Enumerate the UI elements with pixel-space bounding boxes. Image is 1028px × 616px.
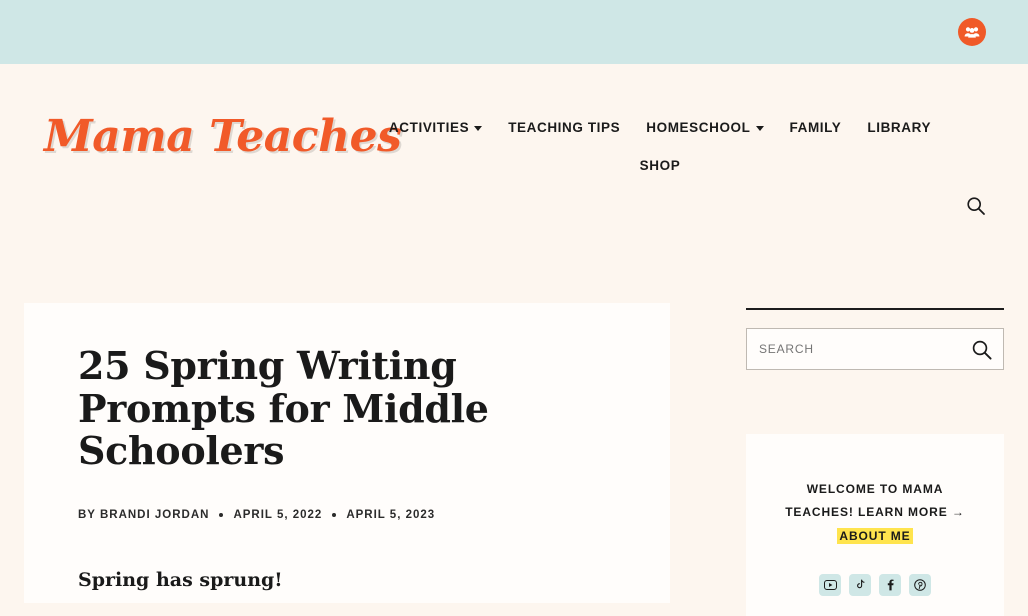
meta-separator-dot xyxy=(219,513,223,517)
site-logo[interactable]: Mama Teaches xyxy=(44,111,402,162)
page-title: 25 Spring Writing Prompts for Middle Schoolers xyxy=(78,343,489,474)
nav-row-secondary xyxy=(360,146,960,184)
article-meta xyxy=(78,509,616,521)
about-line-1: WELCOME TO MAMA xyxy=(806,482,944,496)
nav-item-label: HOMESCHOOL xyxy=(646,119,751,135)
nav-item-shop[interactable] xyxy=(640,158,681,173)
chevron-down-icon xyxy=(474,126,482,131)
about-line-2: TEACHES! LEARN MORE xyxy=(785,505,948,520)
site-header xyxy=(0,64,1028,287)
sidebar xyxy=(746,308,1004,616)
nav-item-label: LIBRARY xyxy=(867,119,932,135)
nav-item-homeschool[interactable] xyxy=(646,120,763,135)
people-group-icon[interactable] xyxy=(958,18,986,46)
search-input[interactable] xyxy=(759,342,959,356)
nav-item-label: TEACHING TIPS xyxy=(508,119,621,135)
nav-item-label: FAMILY xyxy=(789,119,842,135)
article-published-date: APRIL 5, 2022 xyxy=(233,508,323,521)
article-body-first-line: Spring has sprung! xyxy=(78,568,283,591)
nav-item-teaching-tips[interactable] xyxy=(508,120,620,135)
about-text xyxy=(764,478,986,548)
facebook-icon[interactable] xyxy=(879,574,901,596)
article-byline: BY BRANDI JORDAN xyxy=(78,508,210,521)
sidebar-divider xyxy=(746,308,1004,310)
announcement-bar xyxy=(0,0,1028,64)
article-card xyxy=(24,303,670,603)
main-navigation xyxy=(360,108,960,184)
about-widget xyxy=(746,434,1004,616)
nav-row-primary xyxy=(360,108,960,146)
article-updated-date: APRIL 5, 2023 xyxy=(346,508,436,521)
nav-item-label: SHOP xyxy=(639,157,681,173)
nav-item-library[interactable] xyxy=(867,120,931,135)
chevron-down-icon xyxy=(756,126,764,131)
search-icon[interactable] xyxy=(966,196,986,216)
meta-separator-dot xyxy=(332,513,336,517)
social-links xyxy=(764,574,986,596)
nav-item-family[interactable] xyxy=(790,120,842,135)
pinterest-icon[interactable] xyxy=(909,574,931,596)
tiktok-icon[interactable] xyxy=(849,574,871,596)
search-submit-button[interactable] xyxy=(971,339,993,361)
youtube-icon[interactable] xyxy=(819,574,841,596)
arrow-right-icon: → xyxy=(951,505,965,520)
sidebar-search-form[interactable] xyxy=(746,328,1004,370)
about-line-3[interactable]: ABOUT ME xyxy=(839,528,911,543)
nav-item-label: ACTIVITIES xyxy=(388,119,470,135)
nav-item-activities[interactable] xyxy=(389,120,482,135)
